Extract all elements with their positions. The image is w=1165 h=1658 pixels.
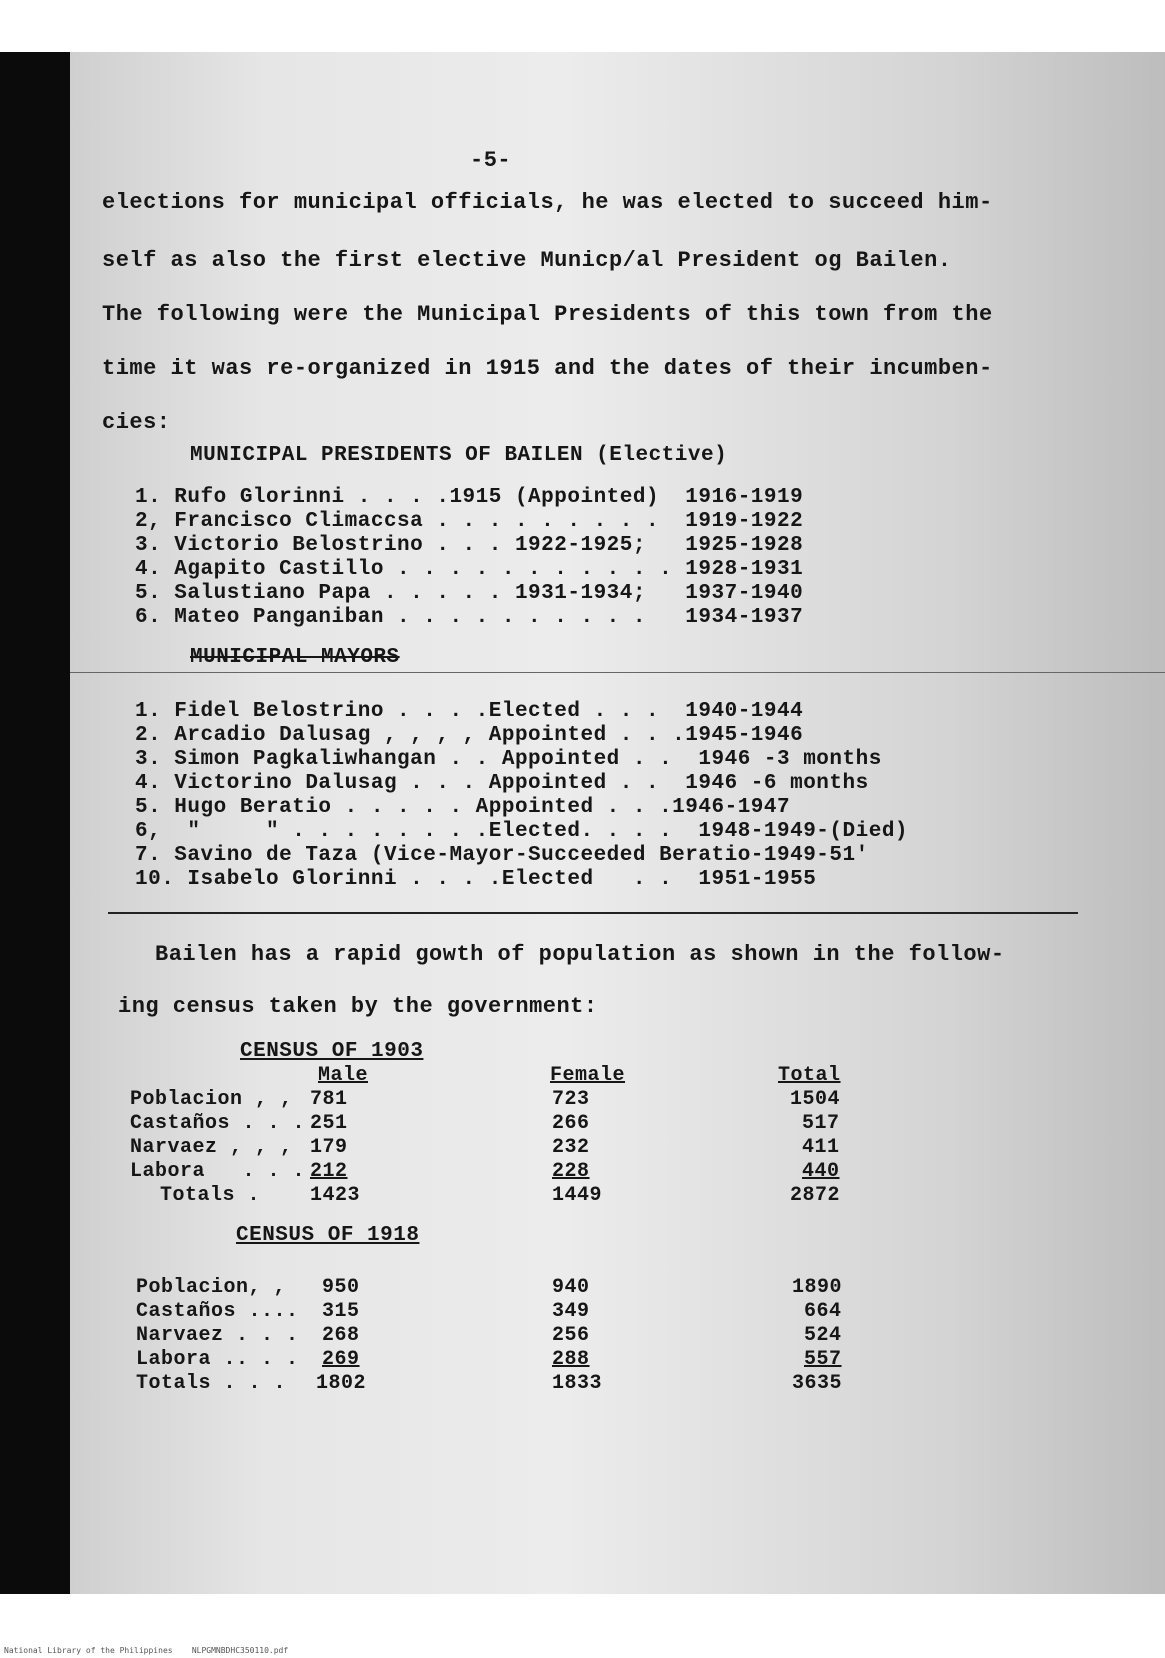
- mayor-row-8: 10. Isabelo Glorinni . . . .Elected . . 1951-1955: [135, 868, 817, 891]
- totals-male: 1802: [316, 1372, 367, 1395]
- row-male: 269: [322, 1348, 360, 1371]
- totals-female: 1449: [552, 1184, 603, 1207]
- president-row-1: 1. Rufo Glorinni . . . .1915 (Appointed) 1916-1919: [135, 486, 804, 509]
- census-1903-title: CENSUS OF 1903: [240, 1040, 424, 1063]
- page-number: -5-: [470, 148, 512, 173]
- paragraph1-line-4: time it was re-organized in 1915 and the dates of their incumben-: [102, 356, 993, 381]
- totals-total: 3635: [792, 1372, 843, 1395]
- row-female: 288: [552, 1348, 590, 1371]
- mayors-heading: MUNICIPAL MAYORS: [190, 646, 400, 669]
- row-total: 411: [802, 1136, 840, 1159]
- row-place: Castaños ....: [136, 1300, 299, 1323]
- census-header-total: Total: [778, 1064, 841, 1087]
- row-male: 179: [310, 1136, 348, 1159]
- scan-black-margin: [0, 52, 70, 1594]
- row-male: 950: [322, 1276, 360, 1299]
- row-female: 228: [552, 1160, 590, 1183]
- totals-female: 1833: [552, 1372, 603, 1395]
- mayor-row-7: 7. Savino de Taza (Vice-Mayor-Succeeded Beratio-1949-51': [135, 844, 869, 867]
- totals-label: Totals .: [160, 1184, 261, 1207]
- row-place: Labora .. . .: [136, 1348, 299, 1371]
- row-place: Poblacion , ,: [130, 1088, 293, 1111]
- row-total: 557: [804, 1348, 842, 1371]
- mayor-row-5: 5. Hugo Beratio . . . . . Appointed . . .1946-1947: [135, 796, 791, 819]
- row-place: Narvaez , , ,: [130, 1136, 293, 1159]
- row-place: Poblacion, ,: [136, 1276, 287, 1299]
- scan-fold-line: [70, 672, 1165, 673]
- row-total: 1890: [792, 1276, 843, 1299]
- row-total: 524: [804, 1324, 842, 1347]
- paragraph1-line-3: The following were the Municipal Presidents of this town from the: [102, 302, 993, 327]
- president-row-2: 2, Francisco Climaccsa . . . . . . . . . 1919-1922: [135, 510, 804, 533]
- row-female: 256: [552, 1324, 590, 1347]
- mayor-row-2: 2. Arcadio Dalusag , , , , Appointed . . .1945-1946: [135, 724, 804, 747]
- row-male: 212: [310, 1160, 348, 1183]
- totals-label: Totals . . .: [136, 1372, 287, 1395]
- row-female: 723: [552, 1088, 590, 1111]
- census-header-male: Male: [318, 1064, 369, 1087]
- mayor-row-6: 6, " " . . . . . . . .Elected. . . . 1948-1949-(Died): [135, 820, 909, 843]
- paragraph1-line-1: elections for municipal officials, he was elected to succeed him-: [102, 190, 993, 215]
- row-total: 517: [802, 1112, 840, 1135]
- row-male: 251: [310, 1112, 348, 1135]
- totals-total: 2872: [790, 1184, 841, 1207]
- scanned-page: [0, 52, 1165, 1594]
- row-female: 940: [552, 1276, 590, 1299]
- section-divider: [108, 912, 1078, 914]
- paragraph2-line-1: Bailen has a rapid gowth of population as shown in the follow-: [155, 942, 1005, 967]
- paragraph2-line-2: ing census taken by the government:: [118, 994, 598, 1019]
- row-total: 664: [804, 1300, 842, 1323]
- row-female: 232: [552, 1136, 590, 1159]
- totals-male: 1423: [310, 1184, 361, 1207]
- mayor-row-1: 1. Fidel Belostrino . . . .Elected . . . 1940-1944: [135, 700, 804, 723]
- row-place: Castaños . . .: [130, 1112, 306, 1135]
- president-row-5: 5. Salustiano Papa . . . . . 1931-1934; 1937-1940: [135, 582, 804, 605]
- row-total: 440: [802, 1160, 840, 1183]
- census-header-female: Female: [550, 1064, 626, 1087]
- row-total: 1504: [790, 1088, 841, 1111]
- row-place: Labora . . .: [130, 1160, 306, 1183]
- paragraph1-line-5: cies:: [102, 410, 171, 435]
- mayor-row-4: 4. Victorino Dalusag . . . Appointed . . 1946 -6 months: [135, 772, 869, 795]
- president-row-6: 6. Mateo Panganiban . . . . . . . . . . 1934-1937: [135, 606, 804, 629]
- mayor-row-3: 3. Simon Pagkaliwhangan . . Appointed . . 1946 -3 months: [135, 748, 882, 771]
- row-place: Narvaez . . .: [136, 1324, 299, 1347]
- paragraph1-line-2: self as also the first elective Municp/al President og Bailen.: [102, 248, 952, 273]
- row-female: 349: [552, 1300, 590, 1323]
- presidents-heading: MUNICIPAL PRESIDENTS OF BAILEN (Elective): [190, 444, 728, 467]
- president-row-3: 3. Victorio Belostrino . . . 1922-1925; 1925-1928: [135, 534, 804, 557]
- footer-source-line: National Library of the Philippines NLPGMNBDHC350110.pdf: [4, 1646, 289, 1655]
- row-male: 315: [322, 1300, 360, 1323]
- row-male: 781: [310, 1088, 348, 1111]
- row-male: 268: [322, 1324, 360, 1347]
- census-1918-title: CENSUS OF 1918: [236, 1224, 420, 1247]
- row-female: 266: [552, 1112, 590, 1135]
- president-row-4: 4. Agapito Castillo . . . . . . . . . . . 1928-1931: [135, 558, 804, 581]
